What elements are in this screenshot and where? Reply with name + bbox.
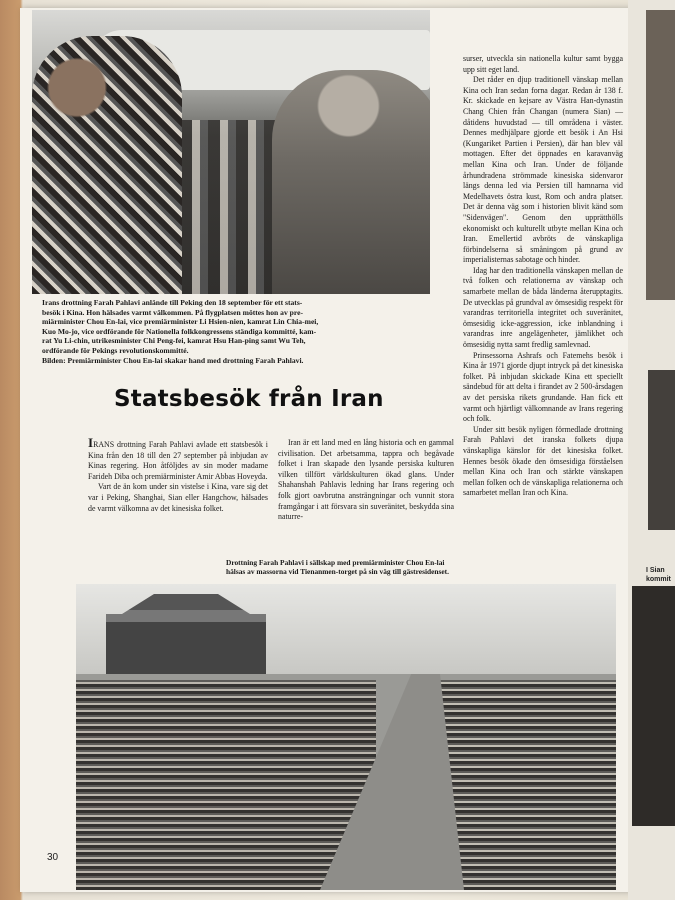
bottom-photo-caption — [226, 558, 496, 577]
paragraph: Vart de än kom under sin vistelse i Kina, vare sig det var i Peking, Shanghai, Sian eller Hangchow, hälsades de varmt välkomna av det kinesiska folket. — [88, 482, 268, 513]
bottom-photo-tiananmen — [76, 584, 616, 890]
caption-line: Bilden: Premiärminister Chou En-lai skakar hand med drottning Farah Pahlavi. — [42, 355, 304, 365]
paragraph-text: RANS drottning Farah Pahlavi avlade ett statsbesök i Kina från den 18 till den 27 september på inbjudan av Kinas regering. Hon åtföljdes av sin moder madame Farideh Diba och premiärminister Amir Abbas Hoveyda. — [88, 440, 268, 481]
paragraph: surser, utveckla sin nationella kultur samt bygga upp sitt eget land. — [463, 54, 623, 74]
premier-chou-en-lai — [272, 70, 430, 294]
article-column-2 — [278, 438, 454, 523]
paragraph: Under sitt besök nyligen förmedlade drottning Farah Pahlavi det iranska folkets djupa vänskapliga känslor för det kinesiska folket. Hennes besök ökade den ömsesidiga förståelsen mellan Kina och Iran och stärkte vänskapen mellan folken och de vänskapliga relationerna och samarbetet mellan Iran och Kina. — [463, 424, 623, 498]
caption-line: ordförande för Pekings revolutionskommitté. — [42, 345, 189, 355]
caption-line: Irans drottning Farah Pahlavi anlände till Peking den 18 september för ett stats- — [42, 298, 303, 307]
next-page-photo-top — [646, 10, 675, 300]
caption-line: rat Yu Li-chin, utrikesminister Chi Peng-fei, kamrat Hsu Han-ping samt Wu Teh, — [42, 336, 306, 346]
next-page-photo-mid — [648, 370, 675, 530]
paragraph: Iran är ett land med en lång historia och en gammal civilisation. Det arbetsamma, tappra och begåvade folket i Iran skapade den lysande persiska kulturen vilken tillfört världskulturen ökad glans. Under Shahanshah Pahlavis ledning har Irans regering och folk gjort oavbrutna ansträngningar och vunnit stora framgångar i att försvara sin suveränitet, beskydda sina naturre- — [278, 438, 454, 522]
article-headline: Statsbesök från Iran — [114, 386, 384, 412]
next-page-edge — [628, 0, 675, 900]
paragraph: Prinsessorna Ashrafs och Fatemehs besök i Kina år 1971 gjorde djupt intryck på det kinesiska folket. På inbjudan skickade Kina ett speciellt sändebud för att delta i firandet av 2 500-årsdagen av det persiska rikets grundande. Han fick ett varmt och hjärtligt välkomnande av Irans regering och folk. — [463, 350, 623, 424]
caption-line: besök i Kina. Hon hälsades varmt välkommen. På flygplatsen möttes hon av pre- — [42, 307, 304, 317]
page-number: 30 — [47, 852, 59, 863]
paragraph — [88, 435, 268, 482]
queen-farah-pahlavi — [32, 36, 182, 294]
drop-cap: I — [88, 435, 94, 450]
next-page-photo-bottom — [632, 586, 675, 826]
crowd-left — [76, 680, 376, 890]
next-page-caption — [646, 566, 671, 584]
crowd-right — [436, 680, 616, 890]
caption-line: I Sian — [646, 567, 665, 574]
caption-line: hälsas av massorna vid Tienanmen-torget på sin väg till gästresidenset. — [226, 567, 449, 577]
top-photo-caption — [42, 298, 430, 365]
paragraph: Det råder en djup traditionell vänskap mellan Kina och Iran sedan forna dagar. Redan år 138 f. Kr. skickade en kejsare av Västra Han-dynastin Chang Chien från Changan (numera Sian) — dåtidens huvudstad — till områdena i väster. Dennes medhjälpare gjorde ett besök i An Hsi (Kungariket Partien i Persien), där han blev väl mottagen. Efter det öppnades en karavanväg mellan Kina och Iran. Under de följande århundradena strömmade kinesiska sidenvaror längs denna led via Persien till hamnarna vid Medelhavets östra kust, Rom och andra platser. Det är denna väg som i historien blivit känd som "Sidenvägen". Genom den upprätthölls ekonomiskt och kulturellt utbyte mellan Kina och Iran. Emellertid avbröts de vänskapliga förbindelserna så småningom på grund av imperialisternas sabotage och hinder. — [463, 75, 623, 265]
caption-line: kommit — [646, 576, 671, 583]
article-column-3 — [463, 54, 623, 499]
caption-line: Drottning Farah Pahlavi i sällskap med premiärminister Chou En-lai — [226, 558, 445, 567]
caption-line: Kuo Mo-jo, vice ordförande för Nationella folkkongressens ständiga kommitté, kam- — [42, 326, 317, 336]
article-column-1 — [88, 435, 268, 514]
paragraph: Idag har den traditionella vänskapen mellan de två folken och relationerna av vänskap och samarbete mellan de båda länderna återupptagits. De utvecklas på grundval av ömsesidig respekt för varandras territoriella integritet och suveränitet, ömsesidig icke-aggression, icke inblandning i varandras inre angelägenheter, jämlikhet och ömsesidig nytta samt fredlig samlevnad. — [463, 265, 623, 350]
caption-line: miärminister Chou En-lai, vice premiärminister Li Hsien-nien, kamrat Lin Chia-mei, — [42, 317, 319, 327]
top-photo-handshake — [32, 10, 430, 294]
